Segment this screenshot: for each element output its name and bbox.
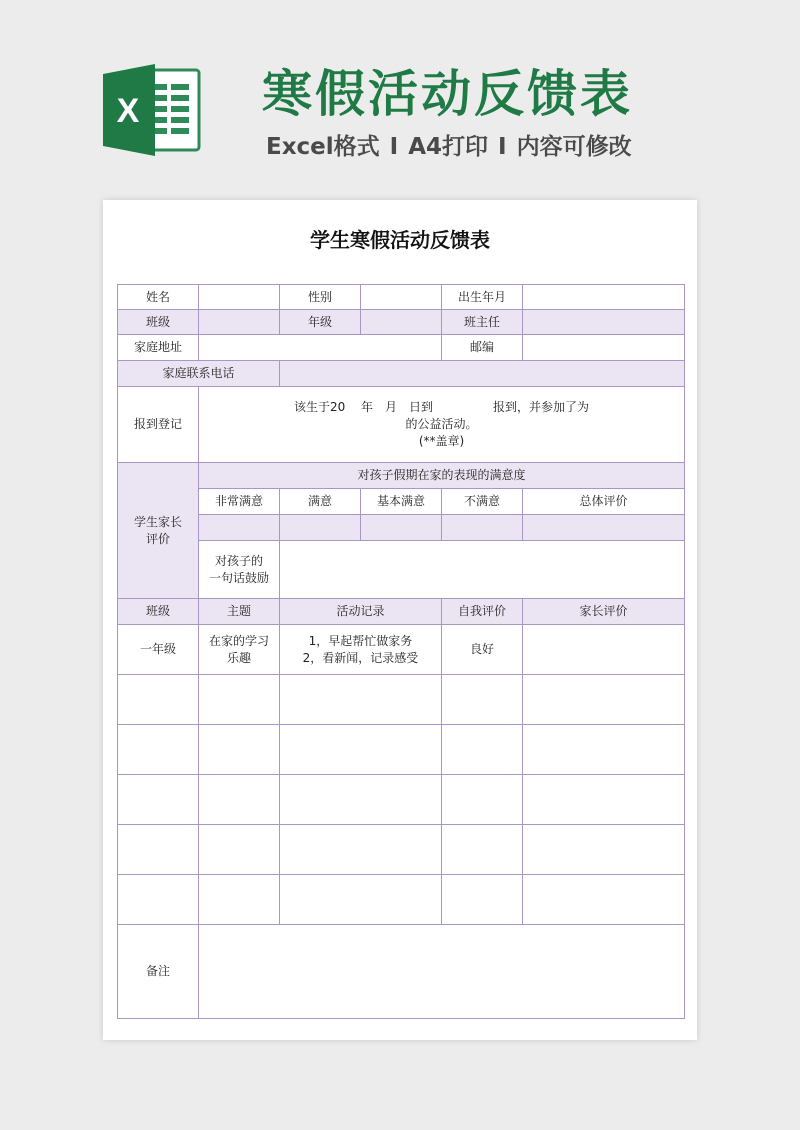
info-row-3 [118, 335, 685, 361]
excel-logo-icon [103, 62, 203, 158]
encourage-field[interactable] [280, 541, 685, 599]
sat-unsatisfied-field[interactable] [442, 515, 523, 541]
activity-class-cell[interactable]: 一年级 [118, 625, 199, 675]
activity-class-cell[interactable] [118, 725, 199, 775]
banner-subtitle [266, 128, 632, 161]
activity-record-cell[interactable] [280, 875, 442, 925]
activity-row [118, 625, 685, 675]
activity-col-self-eval: 自我评价 [442, 599, 523, 625]
activity-col-record: 活动记录 [280, 599, 442, 625]
address-field[interactable] [199, 335, 442, 361]
remarks-field[interactable] [199, 925, 685, 1019]
info-row-4 [118, 361, 685, 387]
activity-class-cell[interactable] [118, 825, 199, 875]
activity-theme-cell[interactable] [199, 725, 280, 775]
encourage-row [118, 541, 685, 599]
activity-class-cell[interactable] [118, 675, 199, 725]
activity-parent-eval-cell[interactable] [523, 875, 685, 925]
activity-col-class: 班级 [118, 599, 199, 625]
name-label: 姓名 [118, 285, 199, 310]
gender-field[interactable] [361, 285, 442, 310]
activity-class-cell[interactable] [118, 775, 199, 825]
form-paper [103, 200, 697, 1040]
sat-overall-label: 总体评价 [523, 489, 685, 515]
activity-col-theme: 主题 [199, 599, 280, 625]
activity-theme-cell[interactable]: 在家的学习 乐趣 [199, 625, 280, 675]
activity-row [118, 775, 685, 825]
sat-satisfied-field[interactable] [280, 515, 361, 541]
name-field[interactable] [199, 285, 280, 310]
activity-col-parent-eval: 家长评价 [523, 599, 685, 625]
activity-self-eval-cell[interactable] [442, 825, 523, 875]
activity-theme-cell[interactable] [199, 825, 280, 875]
class-label: 班级 [118, 310, 199, 335]
phone-label: 家庭联系电话 [118, 361, 280, 387]
register-line-2: 的公益活动。 [405, 417, 478, 431]
grade-field[interactable] [361, 310, 442, 335]
activity-parent-eval-cell[interactable] [523, 775, 685, 825]
sat-satisfied-label: 满意 [280, 489, 361, 515]
register-content[interactable] [199, 387, 685, 463]
activity-parent-eval-cell[interactable] [523, 675, 685, 725]
satisfaction-values-row [118, 515, 685, 541]
activity-self-eval-cell[interactable] [442, 775, 523, 825]
activity-parent-eval-cell[interactable] [523, 825, 685, 875]
banner-title: 寒假活动反馈表 [262, 65, 633, 123]
banner-separator: I [389, 134, 399, 160]
parent-eval-label: 学生家长 评价 [118, 463, 199, 599]
activity-record-cell[interactable]: 1，早起帮忙做家务 2，看新闻，记录感受 [280, 625, 442, 675]
activity-theme-cell[interactable] [199, 775, 280, 825]
feedback-form-table [117, 284, 685, 1019]
head-teacher-label: 班主任 [442, 310, 523, 335]
postcode-label: 邮编 [442, 335, 523, 361]
sat-basic-field[interactable] [361, 515, 442, 541]
excel-logo-letter: X [116, 92, 140, 130]
info-row-2 [118, 310, 685, 335]
activity-class-cell[interactable] [118, 875, 199, 925]
satisfaction-header: 对孩子假期在家的表现的满意度 [199, 463, 685, 489]
activity-record-cell[interactable] [280, 775, 442, 825]
register-row [118, 387, 685, 463]
banner-editable: 内容可修改 [516, 134, 632, 160]
info-row-1 [118, 285, 685, 310]
satisfaction-cols-row [118, 489, 685, 515]
encourage-label: 对孩子的 一句话鼓励 [199, 541, 280, 599]
banner-format: Excel格式 [266, 134, 380, 160]
activity-theme-cell[interactable] [199, 675, 280, 725]
activity-record-cell[interactable] [280, 725, 442, 775]
activity-parent-eval-cell[interactable] [523, 625, 685, 675]
phone-field[interactable] [280, 361, 685, 387]
postcode-field[interactable] [523, 335, 685, 361]
address-label: 家庭地址 [118, 335, 199, 361]
sat-unsatisfied-label: 不满意 [442, 489, 523, 515]
activity-row [118, 825, 685, 875]
form-title: 学生寒假活动反馈表 [310, 228, 490, 252]
activity-row [118, 675, 685, 725]
activity-header-row [118, 599, 685, 625]
activity-row [118, 875, 685, 925]
register-label: 报到登记 [118, 387, 199, 463]
activity-self-eval-cell[interactable] [442, 725, 523, 775]
satisfaction-header-row [118, 463, 685, 489]
activity-self-eval-cell[interactable]: 良好 [442, 625, 523, 675]
remarks-label: 备注 [118, 925, 199, 1019]
activity-parent-eval-cell[interactable] [523, 725, 685, 775]
head-teacher-field[interactable] [523, 310, 685, 335]
register-line-1: 该生于20 年 月 日到 报到，并参加了为 [293, 400, 590, 414]
remarks-row [118, 925, 685, 1019]
birth-label: 出生年月 [442, 285, 523, 310]
sat-very-satisfied-field[interactable] [199, 515, 280, 541]
sat-overall-field[interactable] [523, 515, 685, 541]
register-line-3: (**盖章) [418, 434, 465, 448]
activity-record-cell[interactable] [280, 825, 442, 875]
activity-self-eval-cell[interactable] [442, 875, 523, 925]
activity-record-cell[interactable] [280, 675, 442, 725]
grade-label: 年级 [280, 310, 361, 335]
activity-theme-cell[interactable] [199, 875, 280, 925]
gender-label: 性别 [280, 285, 361, 310]
banner-print: A4打印 [408, 134, 489, 160]
class-field[interactable] [199, 310, 280, 335]
sat-basic-label: 基本满意 [361, 489, 442, 515]
sat-very-satisfied-label: 非常满意 [199, 489, 280, 515]
activity-row [118, 725, 685, 775]
banner-separator: I [498, 134, 507, 160]
activity-self-eval-cell[interactable] [442, 675, 523, 725]
birth-field[interactable] [523, 285, 685, 310]
